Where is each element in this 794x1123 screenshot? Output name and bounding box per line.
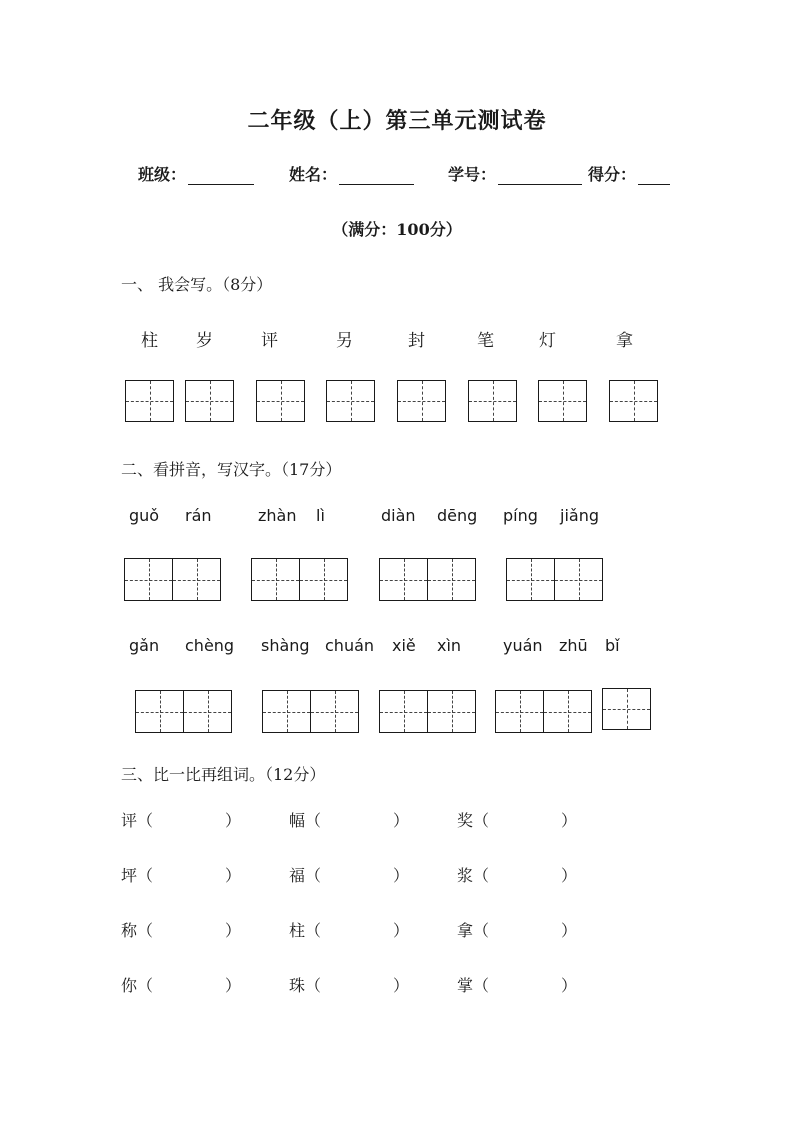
word-pair: 奖（ ） (457, 811, 578, 830)
pinyin: lì (316, 506, 325, 525)
pinyin: dēng (437, 506, 478, 525)
char-3: 评 (261, 331, 278, 351)
writing-box[interactable] (468, 380, 517, 422)
writing-box[interactable] (326, 380, 375, 422)
char-8: 拿 (616, 331, 633, 351)
writing-box[interactable] (397, 380, 446, 422)
word-pair: 幅（ ） (289, 811, 410, 830)
writing-box-double[interactable] (506, 558, 603, 601)
id-field (448, 162, 582, 185)
section-3-heading: 三、比一比再组词。（12分） (121, 765, 326, 784)
class-blank[interactable] (188, 166, 254, 185)
compare-char: 坪 (121, 866, 138, 885)
name-label: 姓名： (289, 165, 338, 184)
pinyin: píng (503, 506, 538, 525)
pinyin: bǐ (605, 636, 620, 655)
pinyin: chuán (325, 636, 375, 655)
full-score: （满分：100分） (332, 220, 462, 239)
pinyin: guǒ (129, 506, 160, 525)
pinyin: xiě (392, 636, 416, 655)
writing-box[interactable] (256, 380, 305, 422)
compare-char: 你 (121, 976, 138, 995)
writing-box-double[interactable] (495, 690, 592, 733)
pinyin: gǎn (129, 636, 160, 655)
pinyin: shàng (261, 636, 310, 655)
class-field (138, 162, 254, 185)
pinyin: diàn (381, 506, 416, 525)
id-label: 学号： (448, 165, 497, 184)
writing-box[interactable] (185, 380, 234, 422)
name-blank[interactable] (339, 166, 414, 185)
word-pair: 评（ ） (121, 811, 242, 830)
pinyin: yuán (503, 636, 543, 655)
pinyin: rán (185, 506, 212, 525)
compare-char: 幅 (289, 811, 306, 830)
pinyin: xìn (437, 636, 462, 655)
writing-box[interactable] (609, 380, 658, 422)
page-title: 二年级（上）第三单元测试卷 (247, 108, 547, 134)
word-pair: 拿（ ） (457, 921, 578, 940)
compare-char: 浆 (457, 866, 474, 885)
writing-box-double[interactable] (379, 690, 476, 733)
pinyin: jiǎng (560, 506, 599, 525)
compare-char: 奖 (457, 811, 474, 830)
compare-char: 柱 (289, 921, 306, 940)
word-pair: 掌（ ） (457, 976, 578, 995)
writing-box-double[interactable] (262, 690, 359, 733)
compare-char: 福 (289, 866, 306, 885)
section-1-heading: 一、 我会写。（8分） (121, 275, 273, 294)
score-field (588, 162, 670, 185)
writing-box[interactable] (538, 380, 587, 422)
char-6: 笔 (477, 331, 494, 351)
word-pair: 珠（ ） (289, 976, 410, 995)
class-label: 班级： (138, 165, 187, 184)
compare-char: 称 (121, 921, 138, 940)
compare-char: 珠 (289, 976, 306, 995)
char-5: 封 (408, 331, 425, 351)
writing-box[interactable] (125, 380, 174, 422)
char-1: 柱 (141, 331, 158, 351)
writing-box-double[interactable] (135, 690, 232, 733)
pinyin: zhū (559, 636, 588, 655)
word-pair: 福（ ） (289, 866, 410, 885)
word-pair: 柱（ ） (289, 921, 410, 940)
word-pair: 你（ ） (121, 976, 242, 995)
char-4: 另 (336, 331, 353, 351)
writing-box-double[interactable] (379, 558, 476, 601)
name-field (289, 162, 414, 185)
word-pair: 称（ ） (121, 921, 242, 940)
word-pair: 浆（ ） (457, 866, 578, 885)
score-blank[interactable] (638, 166, 670, 185)
section-2-heading: 二、看拼音，写汉字。（17分） (121, 460, 342, 479)
writing-box[interactable] (602, 688, 651, 730)
char-2: 岁 (196, 331, 213, 351)
score-label: 得分： (588, 165, 637, 184)
compare-char: 掌 (457, 976, 474, 995)
word-pair: 坪（ ） (121, 866, 242, 885)
pinyin: chèng (185, 636, 235, 655)
writing-box-double[interactable] (124, 558, 221, 601)
id-blank[interactable] (498, 166, 582, 185)
compare-char: 拿 (457, 921, 474, 940)
pinyin: zhàn (258, 506, 297, 525)
char-7: 灯 (539, 331, 556, 351)
compare-char: 评 (121, 811, 138, 830)
writing-box-double[interactable] (251, 558, 348, 601)
